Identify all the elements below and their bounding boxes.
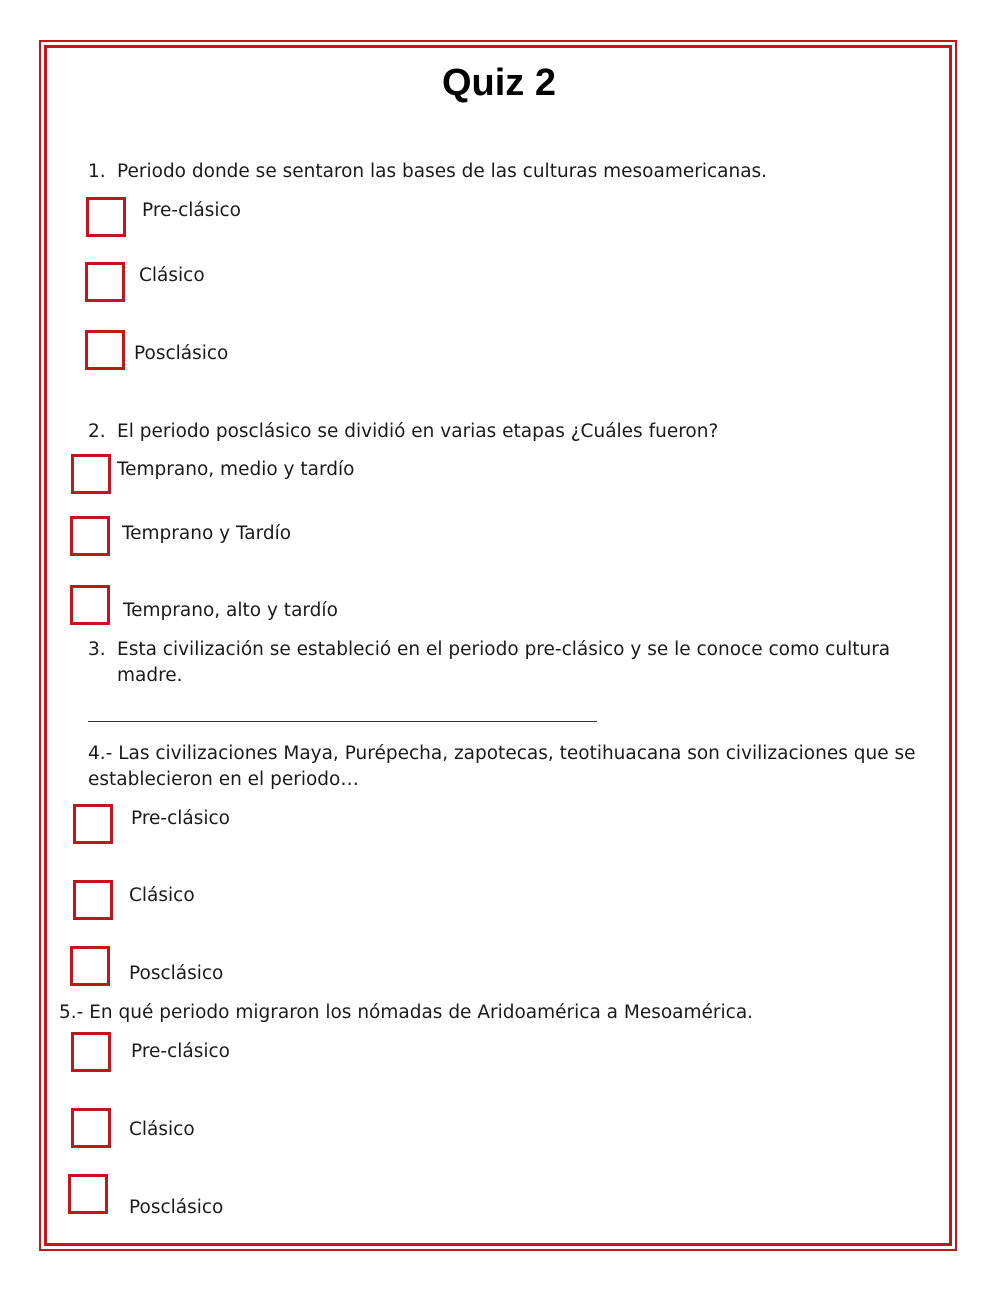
- checkbox-q2-option-2[interactable]: [70, 516, 110, 556]
- checkbox-q2-option-1[interactable]: [71, 454, 111, 494]
- question-2: [88, 419, 918, 445]
- checkbox-q4-option-1[interactable]: [73, 804, 113, 844]
- checkbox-q1-option-1[interactable]: [86, 197, 126, 237]
- checkbox-q5-option-2[interactable]: [71, 1108, 111, 1148]
- question-text: El periodo posclásico se dividió en varias etapas ¿Cuáles fueron?: [117, 421, 719, 442]
- checkbox-q5-option-1[interactable]: [71, 1032, 111, 1072]
- checkbox-q4-option-2[interactable]: [73, 880, 113, 920]
- option-label: Temprano, alto y tardío: [123, 600, 338, 621]
- question-number: 2.: [88, 421, 106, 442]
- question-text: 4.- Las civilizaciones Maya, Purépecha, zapotecas, teotihuacana son civilizaciones que se establecieron en el periodo…: [88, 743, 916, 790]
- option-label: Pre-clásico: [131, 1041, 231, 1062]
- question-4: [88, 741, 918, 793]
- checkbox-q2-option-3[interactable]: [70, 585, 110, 625]
- question-number: 1.: [88, 161, 106, 182]
- page-title: Quiz 2: [441, 62, 557, 104]
- question-number: 3.: [88, 639, 106, 660]
- checkbox-q4-option-3[interactable]: [70, 946, 110, 986]
- question-text: Esta civilización se estableció en el periodo pre-clásico y se le conoce como cultura madre.: [117, 639, 891, 686]
- question-text: 5.- En qué periodo migraron los nómadas de Aridoamérica a Mesoamérica.: [59, 1002, 754, 1023]
- checkbox-q1-option-3[interactable]: [85, 330, 125, 370]
- option-label: Posclásico: [129, 963, 224, 984]
- option-label: Clásico: [139, 265, 205, 286]
- option-label: Posclásico: [129, 1197, 224, 1218]
- option-label: Clásico: [129, 885, 195, 906]
- answer-blank-line[interactable]: [88, 721, 597, 722]
- option-label: Pre-clásico: [142, 200, 242, 221]
- option-label: Clásico: [129, 1119, 195, 1140]
- option-label: Temprano y Tardío: [122, 523, 292, 544]
- option-label: Pre-clásico: [131, 808, 231, 829]
- question-5: [59, 1000, 939, 1026]
- option-label: Posclásico: [134, 343, 229, 364]
- question-3: [88, 637, 918, 689]
- option-label: Temprano, medio y tardío: [117, 459, 355, 480]
- checkbox-q5-option-3[interactable]: [68, 1174, 108, 1214]
- checkbox-q1-option-2[interactable]: [85, 262, 125, 302]
- question-text: Periodo donde se sentaron las bases de las culturas mesoamericanas.: [117, 161, 768, 182]
- question-1: [88, 159, 918, 185]
